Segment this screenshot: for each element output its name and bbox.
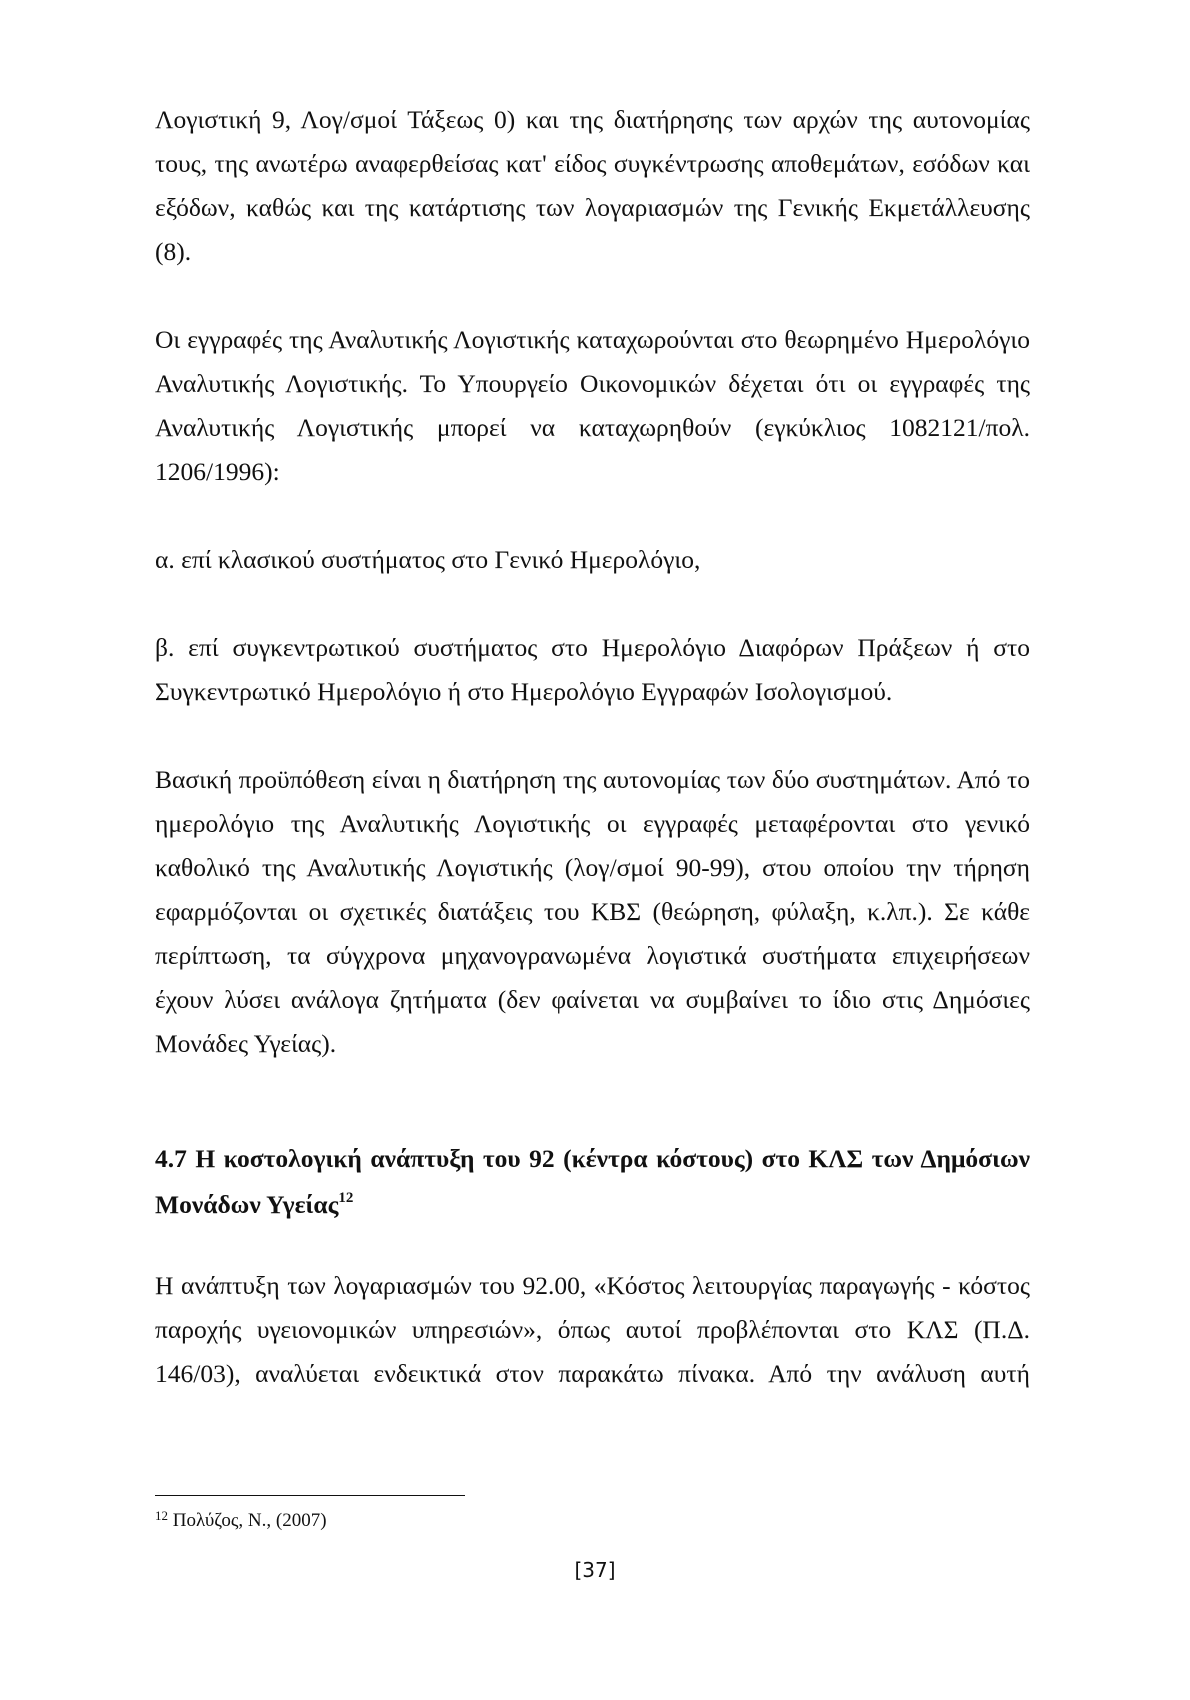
paragraph-2-line: Οι εγγραφές της Αναλυτικής Λογιστικής καταχωρούνται στο θεωρημένο Ημερολόγιο xyxy=(155,325,1030,354)
paragraph-3-line: Βασική προϋπόθεση είναι η διατήρηση της αυτονομίας των δύο συστημάτων. Από το xyxy=(155,765,1030,794)
list-item-a xyxy=(155,538,1030,582)
document-body xyxy=(155,98,1030,1396)
footnote xyxy=(155,1508,327,1534)
paragraph-3-line: καθολικό της Αναλυτικής Λογιστικής (λογ/σμοί 90-99), στου οποίου την τήρηση xyxy=(155,853,1030,882)
paragraph-2 xyxy=(155,318,1030,494)
paragraph-4-line: 146/03), αναλύεται ενδεικτικά στον παρακάτω πίνακα. Από την ανάλυση αυτή xyxy=(155,1359,1030,1388)
paragraph-2-line: Αναλυτικής Λογιστικής μπορεί να καταχωρηθούν (εγκύκλιος 1082121/πολ. xyxy=(155,413,1030,442)
section-heading-line-1: 4.7 Η κοστολογική ανάπτυξη του 92 (κέντρα κόστους) στο ΚΛΣ των Δημόσιων xyxy=(155,1144,1030,1173)
paragraph-4-line: Η ανάπτυξη των λογαριασμών του 92.00, «Κόστος λειτουργίας παραγωγής - κόστος xyxy=(155,1271,1030,1300)
footnote-marker: 12 xyxy=(155,1508,168,1523)
paragraph-4-line: παροχής υγειονομικών υπηρεσιών», όπως αυτοί προβλέπονται στο ΚΛΣ (Π.Δ. xyxy=(155,1315,1030,1344)
paragraph-3-line: ημερολόγιο της Αναλυτικής Λογιστικής οι εγγραφές μεταφέρονται στο γενικό xyxy=(155,809,1030,838)
paragraph-1-line: (8). xyxy=(155,237,192,266)
paragraph-4 xyxy=(155,1264,1030,1396)
section-heading-text: Μονάδων Υγείας xyxy=(155,1190,339,1219)
paragraph-3-line: Μονάδες Υγείας). xyxy=(155,1029,337,1058)
paragraph-3-line: έχουν λύσει ανάλογα ζητήματα (δεν φαίνεται να συμβαίνει το ίδιο στις Δημόσιες xyxy=(155,985,1030,1014)
paragraph-2-line: Αναλυτικής Λογιστικής. Το Υπουργείο Οικονομικών δέχεται ότι οι εγγραφές της xyxy=(155,369,1030,398)
paragraph-3 xyxy=(155,758,1030,1066)
list-item-b-line: Συγκεντρωτικό Ημερολόγιο ή στο Ημερολόγιο Εγγραφών Ισολογισμού. xyxy=(155,677,893,706)
paragraph-3-line: περίπτωση, τα σύγχρονα μηχανογρανωμένα λογιστικά συστήματα επιχειρήσεων xyxy=(155,941,1030,970)
section-heading-line-2 xyxy=(155,1182,1030,1228)
paragraph-2-line: 1206/1996): xyxy=(155,457,280,486)
paragraph-3-line: εφαρμόζονται οι σχετικές διατάξεις του ΚΒΣ (θεώρηση, φύλαξη, κ.λπ.). Σε κάθε xyxy=(155,897,1030,926)
footnote-text: Πολύζος, Ν., (2007) xyxy=(172,1510,327,1531)
section-heading xyxy=(155,1136,1030,1228)
list-item-b-line: β. επί συγκεντρωτικού συστήματος στο Ημερολόγιο Διαφόρων Πράξεων ή στο xyxy=(155,633,1030,662)
paragraph-1-line: τους, της ανωτέρω αναφερθείσας κατ' είδος συγκέντρωσης αποθεμάτων, εσόδων και xyxy=(155,149,1030,178)
paragraph-1 xyxy=(155,98,1030,274)
footnote-divider xyxy=(155,1495,465,1496)
footnote-reference: 12 xyxy=(338,1190,354,1206)
list-item-b xyxy=(155,626,1030,714)
page-number: [37] xyxy=(574,1558,616,1582)
list-item-a-text: α. επί κλασικού συστήματος στο Γενικό Ημερολόγιο, xyxy=(155,545,701,574)
paragraph-1-line: εξόδων, καθώς και της κατάρτισης των λογαριασμών της Γενικής Εκμετάλλευσης xyxy=(155,193,1030,222)
paragraph-1-line: Λογιστική 9, Λογ/σμοί Τάξεως 0) και της διατήρησης των αρχών της αυτονομίας xyxy=(155,105,1030,134)
